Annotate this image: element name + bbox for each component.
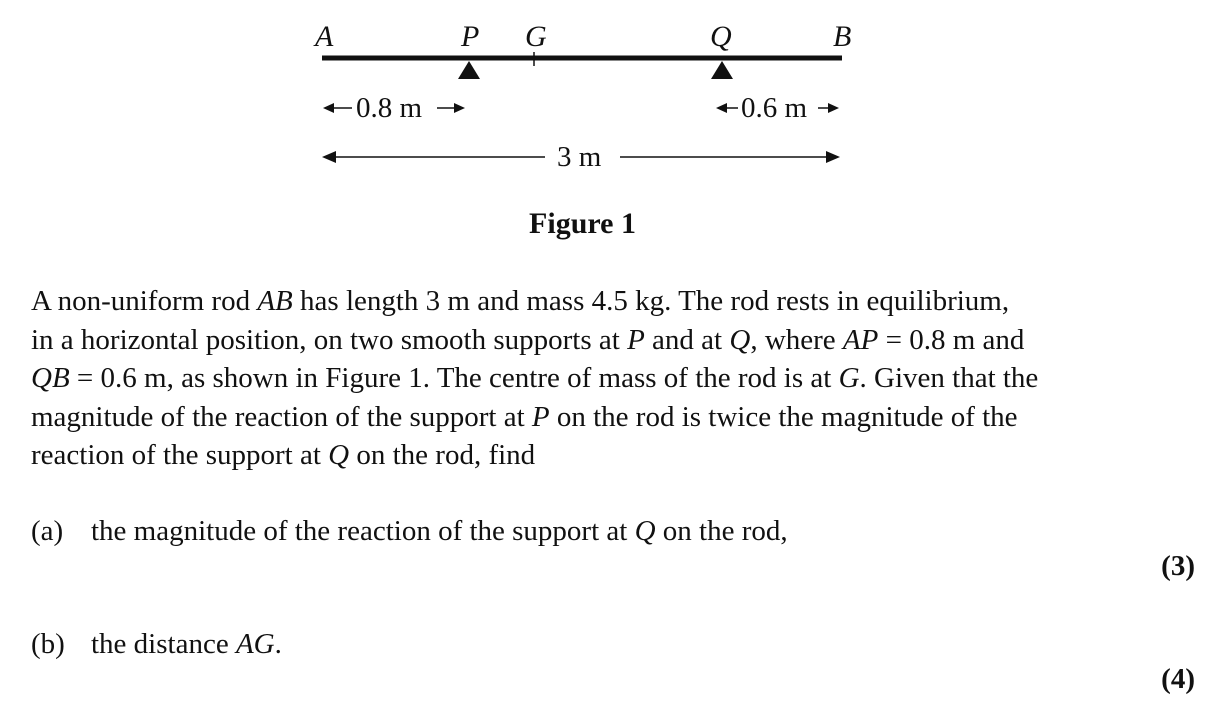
question-line: A non-uniform rod AB has length 3 m and mass 4.5 kg. The rod rests in equilibrium, bbox=[31, 285, 1010, 317]
part-a-marks: (3) bbox=[1161, 550, 1195, 582]
question-line: magnitude of the reaction of the support at P on the rod is twice the magnitude of the bbox=[31, 400, 1018, 433]
dimension-ab-label: 3 m bbox=[557, 141, 602, 173]
part-a-label: (a) bbox=[31, 515, 64, 547]
dimension-ap bbox=[323, 92, 465, 124]
label-q: Q bbox=[710, 20, 732, 53]
dimension-qb bbox=[716, 92, 839, 124]
part-a: (a) the magnitude of the reaction of the support at Q on the rod, bbox=[31, 512, 788, 550]
figure-caption: Figure 1 bbox=[529, 207, 636, 240]
dimension-ab bbox=[322, 141, 840, 173]
rod-diagram bbox=[0, 0, 1219, 200]
question-line: QB = 0.6 m, as shown in Figure 1. The centre of mass of the rod is at G. Given that the bbox=[31, 362, 1039, 394]
question-text bbox=[31, 282, 1195, 475]
label-b: B bbox=[833, 20, 852, 53]
support-q bbox=[711, 61, 733, 79]
part-b: (b) the distance AG. bbox=[31, 625, 282, 663]
label-g: G bbox=[525, 20, 547, 53]
dimension-qb-label: 0.6 m bbox=[741, 92, 808, 124]
part-b-label: (b) bbox=[31, 628, 65, 660]
part-b-marks: (4) bbox=[1161, 663, 1195, 695]
dimension-ap-label: 0.8 m bbox=[356, 92, 423, 124]
support-p bbox=[458, 61, 480, 79]
question-line: reaction of the support at Q on the rod, find bbox=[31, 439, 536, 471]
label-p: P bbox=[461, 20, 480, 53]
question-line: in a horizontal position, on two smooth supports at P and at Q, where AP = 0.8 m and bbox=[31, 323, 1025, 356]
label-a: A bbox=[315, 20, 334, 53]
